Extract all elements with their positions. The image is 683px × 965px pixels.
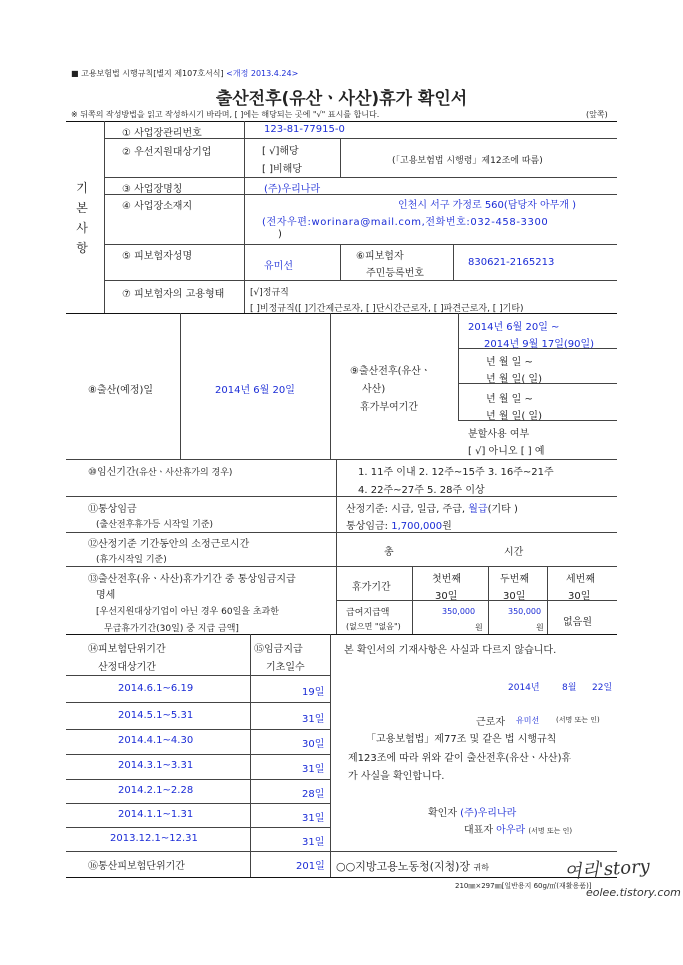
col-divider bbox=[340, 244, 341, 280]
row-divider bbox=[66, 851, 330, 852]
paper-spec: 210㎜×297㎜[일반용지 60g/㎡(재활용품)] bbox=[455, 882, 592, 890]
row-divider bbox=[104, 177, 617, 178]
business-contact-close: ) bbox=[278, 229, 282, 240]
row-divider bbox=[66, 496, 617, 497]
period-row: 2014.2.1~2.28 bbox=[118, 785, 194, 796]
days-row: 31일 bbox=[302, 764, 325, 775]
pregnancy-options-1[interactable]: 1. 11주 이내 2. 12주~15주 3. 16주~21주 bbox=[358, 467, 554, 478]
employment-type-regular[interactable]: [√]정규직 bbox=[250, 288, 289, 298]
payment-amount-note: (없으면 "없음") bbox=[346, 622, 401, 631]
birth-date-value: 2014년 6월 20일 bbox=[215, 385, 295, 396]
law-text-2: 제123조에 따라 위와 같이 출산전후(유산ㆍ사산)휴 bbox=[348, 753, 572, 764]
total-insured-value: 201일 bbox=[296, 861, 325, 872]
row-divider bbox=[66, 729, 330, 730]
row-divider bbox=[66, 803, 330, 804]
col-divider bbox=[180, 313, 181, 459]
business-number-label: ① 사업장관리번호 bbox=[122, 128, 202, 139]
leave-blank-1: 년 월 일 ~ bbox=[486, 357, 533, 368]
employment-type-label: ⑦ 피보험자의 고용형태 bbox=[122, 289, 225, 300]
section-divider bbox=[104, 121, 105, 313]
col-divider bbox=[547, 566, 548, 634]
insured-name-label: ⑤ 피보험자성명 bbox=[122, 251, 193, 262]
period-row: 2013.12.1~12.31 bbox=[110, 833, 198, 844]
section-label-char: 항 bbox=[76, 241, 88, 255]
row-divider bbox=[66, 532, 617, 533]
split-use-label: 분할사용 여부 bbox=[468, 429, 530, 440]
business-name-label: ③ 사업장명칭 bbox=[122, 184, 183, 195]
wage-basis-selected: 월급 bbox=[468, 504, 488, 515]
row-divider bbox=[66, 702, 330, 703]
calc-period-header: 산정대상기간 bbox=[98, 662, 156, 673]
days-row: 28일 bbox=[302, 789, 325, 800]
watermark-logo: 여리'story bbox=[563, 856, 651, 883]
representative-label: 대표자 bbox=[464, 825, 493, 836]
confirm-statement: 본 확인서의 기재사항은 사실과 다르지 않습니다. bbox=[344, 645, 557, 656]
leave-blank-4: 년 월 일( 일) bbox=[486, 411, 542, 422]
col-divider bbox=[330, 634, 331, 877]
document-title: 출산전후(유산ㆍ사산)휴가 확인서 bbox=[215, 89, 468, 109]
wage-days-header: ⑮임금지급 bbox=[254, 644, 303, 655]
business-address-value: 인천시 서구 가정로 560(담당자 아무개 ) bbox=[398, 200, 577, 211]
third-period-days: 30일 bbox=[568, 591, 591, 602]
leave-period-label-2: 사산) bbox=[362, 384, 386, 395]
row-divider bbox=[66, 779, 330, 780]
first-period-header: 첫번째 bbox=[432, 574, 461, 585]
col-divider bbox=[453, 244, 454, 280]
first-period-days: 30일 bbox=[435, 591, 458, 602]
birth-date-label: ⑧출산(예정)일 bbox=[88, 385, 154, 396]
business-number-value: 123-81-77915-0 bbox=[264, 124, 345, 135]
row-divider bbox=[66, 459, 617, 460]
business-address-label: ④ 사업장소재지 bbox=[122, 201, 193, 212]
section-label-char: 본 bbox=[76, 201, 88, 215]
col-divider bbox=[244, 121, 245, 313]
addressee-suffix: 귀하 bbox=[473, 863, 490, 872]
section-label-char: 기 bbox=[76, 181, 88, 195]
days-row: 31일 bbox=[302, 813, 325, 824]
business-name-value: (주)우리나라 bbox=[264, 184, 321, 195]
second-payment: 350,000 bbox=[508, 607, 542, 616]
priority-support-yes[interactable]: [ √]해당 bbox=[262, 146, 299, 157]
law-text-1: 「고용보험법」제77조 및 같은 법 시행규칙 bbox=[366, 734, 557, 745]
business-contact: (전자우편:worinara@mail.com,전화번호:032-458-3300 bbox=[262, 217, 549, 228]
leave-blank-2: 년 월 일( 일) bbox=[486, 374, 542, 385]
addressee bbox=[336, 858, 489, 874]
row-divider bbox=[66, 675, 330, 676]
period-row: 2014.5.1~5.31 bbox=[118, 710, 194, 721]
priority-support-no[interactable]: [ ]비해당 bbox=[262, 164, 302, 175]
split-use-value[interactable]: [ √] 아니오 [ ] 예 bbox=[468, 446, 545, 457]
col-divider bbox=[488, 566, 489, 634]
wage-basis-other: (기타 ) bbox=[487, 504, 518, 515]
resident-number-label-2: 주민등록번호 bbox=[366, 268, 424, 279]
priority-support-note: (「고용보험법 시행령」제12조에 따름) bbox=[392, 156, 543, 166]
law-text-3: 가 사실을 확인합니다. bbox=[348, 771, 445, 782]
worker-label: 근로자 bbox=[476, 717, 505, 728]
wage-payment-label: ⑬출산전후(유ㆍ사산)휴가기간 중 통상임금지급 bbox=[88, 574, 296, 585]
table-top-border bbox=[66, 121, 617, 122]
period-row: 2014.6.1~6.19 bbox=[118, 683, 194, 694]
confirmer bbox=[428, 804, 516, 819]
section-border bbox=[66, 634, 617, 635]
watermark-url: eolee.tistory.com bbox=[586, 886, 681, 899]
instruction-note: ※ 뒤쪽의 작성방법을 읽고 작성하시기 바라며, [ ]에는 해당되는 곳에 "√" 표시를 합니다. bbox=[71, 110, 380, 119]
period-row: 2014.4.1~4.30 bbox=[118, 735, 194, 746]
row-divider bbox=[66, 566, 617, 567]
pregnancy-period-note: (유산ㆍ사산휴가의 경우) bbox=[135, 468, 233, 478]
insured-period-header: ⑭피보험단위기간 bbox=[88, 644, 166, 655]
ordinary-wage-note: (출산전후휴가등 시작일 기준) bbox=[96, 520, 214, 530]
pregnancy-options-2[interactable]: 4. 22주~27주 5. 28주 이상 bbox=[358, 485, 485, 496]
work-hours-unit: 시간 bbox=[504, 547, 524, 558]
representative-name: 아우라 bbox=[496, 825, 526, 836]
row-divider bbox=[330, 851, 617, 852]
days-row: 19일 bbox=[302, 687, 325, 698]
days-row: 30일 bbox=[302, 739, 325, 750]
page-side-label: (앞쪽) bbox=[586, 110, 608, 119]
days-row: 31일 bbox=[302, 837, 325, 848]
col-divider bbox=[336, 459, 337, 634]
confirmer-name: (주)우리나라 bbox=[460, 808, 517, 819]
priority-support-label: ② 우선지원대상기업 bbox=[122, 147, 212, 158]
wage-basis bbox=[346, 500, 518, 515]
wage-payment-note-1: [우선지원대상기업이 아닌 경우 60일을 초과한 bbox=[96, 607, 279, 617]
row-divider bbox=[104, 280, 617, 281]
work-hours-total: 총 bbox=[384, 547, 394, 558]
regulation-text: ■ 고용보험법 시행규칙[별지 제107호서식] bbox=[71, 69, 224, 78]
wage-amount-unit: 원 bbox=[442, 521, 452, 532]
leave-blank-3: 년 월 일 ~ bbox=[486, 394, 533, 405]
table-bottom-border bbox=[66, 877, 617, 878]
second-payment-unit: 원 bbox=[536, 623, 544, 632]
regulation-note bbox=[71, 68, 298, 79]
col-divider bbox=[412, 566, 413, 634]
third-period-header: 세번째 bbox=[566, 574, 595, 585]
row-divider bbox=[66, 827, 330, 828]
ordinary-wage-label: ⑪통상임금 bbox=[88, 504, 137, 515]
insured-name-value: 유미선 bbox=[264, 261, 293, 272]
col-divider bbox=[340, 138, 341, 177]
days-row: 31일 bbox=[302, 714, 325, 725]
payment-amount-label: 급여지급액 bbox=[346, 608, 390, 618]
col-divider bbox=[458, 313, 459, 420]
wage-days-header-2: 기초일수 bbox=[266, 662, 305, 673]
pregnancy-period-title: ⑩임신기간 bbox=[88, 467, 136, 478]
wage-payment-note-2: 무급휴가기간(30일) 중 지급 금액] bbox=[104, 624, 239, 634]
total-insured-label: ⑯통산피보험단위기간 bbox=[88, 861, 185, 872]
row-divider bbox=[104, 244, 617, 245]
confirmer-label: 확인자 bbox=[428, 808, 457, 819]
first-payment: 350,000 bbox=[442, 607, 476, 616]
second-period-header: 두번째 bbox=[500, 574, 529, 585]
confirm-month: 8월 bbox=[562, 683, 577, 693]
row-divider bbox=[66, 754, 330, 755]
leave-start: 2014년 6월 20일 ~ bbox=[468, 322, 560, 333]
period-row: 2014.1.1~1.31 bbox=[118, 809, 194, 820]
section-label-char: 사 bbox=[76, 221, 88, 235]
basic-section-label bbox=[70, 178, 94, 258]
worker-name: 유미선 bbox=[516, 716, 540, 725]
second-period-days: 30일 bbox=[503, 591, 526, 602]
first-payment-unit: 원 bbox=[475, 623, 483, 632]
confirm-day: 22일 bbox=[592, 683, 613, 693]
work-hours-note: (휴가시작일 기준) bbox=[96, 555, 167, 565]
period-row: 2014.3.1~3.31 bbox=[118, 760, 194, 771]
col-divider bbox=[250, 634, 251, 877]
revision-date: <개정 2013.4.24> bbox=[226, 69, 299, 78]
leave-period-label-3: 휴가부여기간 bbox=[360, 402, 418, 413]
wage-amount bbox=[346, 517, 452, 532]
representative bbox=[464, 821, 572, 836]
labor-office: ○○지방고용노동청(지청)장 bbox=[336, 860, 471, 873]
wage-payment-label-2: 명세 bbox=[96, 590, 116, 601]
wage-amount-label: 통상임금: bbox=[346, 521, 389, 532]
col-divider bbox=[330, 313, 331, 459]
leave-period-label-1: ⑨출산전후(유산ㆍ bbox=[350, 366, 431, 377]
leave-period-header: 휴가기간 bbox=[352, 582, 391, 593]
employment-type-nonregular[interactable]: [ ]비정규직([ ]기간제근로자, [ ]단시간근로자, [ ]파견근로자, [ ]기타) bbox=[250, 304, 524, 314]
third-payment: 없음원 bbox=[563, 617, 592, 628]
confirm-year: 2014년 bbox=[508, 683, 540, 693]
worker-signature[interactable]: (서명 또는 인) bbox=[556, 716, 600, 724]
resident-number-label: ⑥피보험자 bbox=[356, 251, 404, 262]
resident-number-value: 830621-2165213 bbox=[468, 257, 555, 268]
work-hours-label: ⑫산정기준 기간동안의 소정근로시간 bbox=[88, 539, 250, 550]
wage-basis-options: 산정기준: 시급, 일급, 주급, bbox=[346, 504, 466, 515]
representative-signature[interactable]: (서명 또는 인) bbox=[528, 827, 573, 835]
wage-amount-value: 1,700,000 bbox=[391, 521, 443, 532]
leave-end: 2014년 9월 17일(90일) bbox=[484, 339, 595, 350]
pregnancy-period-label bbox=[88, 463, 232, 478]
